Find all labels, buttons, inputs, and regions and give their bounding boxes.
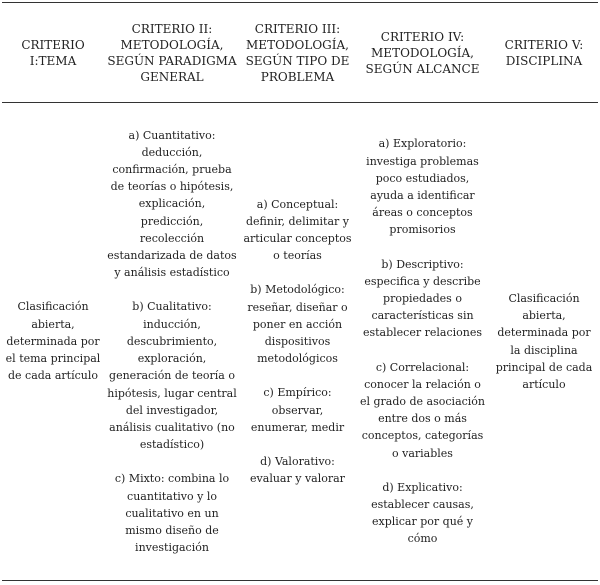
header-row [2, 3, 598, 103]
cell-paradigma [104, 103, 240, 581]
table-body [2, 103, 598, 581]
alcance-correlacional: c) Correlacional: conocer la relación o el grado de asociación entre dos o más conceptos, categorías o variables [359, 360, 486, 460]
paradigma-cualitativo: b) Cualitativo: inducción, descubrimiento, exploración, generación de teoría o hipótesis, lugar central del investigador, análisis cualitativo (no estadístico) [107, 300, 237, 452]
problema-valorativo: d) Valorativo: evaluar y valorar [250, 455, 345, 486]
header-criterio-1: CRITERIO I:TEMA [2, 3, 104, 103]
alcance-explicativo: d) Explicativo: establecer causas, explicar por qué y cómo [371, 480, 474, 546]
paradigma-cuantitativo: a) Cuantitativo: deducción, confirmación, prueba de teorías o hipótesis, explicación, predicción, recolección estandarizada de datos y análisis estadístico [107, 128, 237, 280]
cell-alcance [355, 103, 490, 581]
cell-tema [2, 103, 104, 581]
table-header [2, 3, 598, 103]
alcance-exploratorio: a) Exploratorio: investiga problemas poco estudiados, ayuda a identificar áreas o conceptos promisorios [366, 137, 479, 237]
alcance-descriptivo: b) Descriptivo: especifica y describe propiedades o características sin establecer relaciones [362, 257, 482, 340]
header-criterio-5: CRITERIO V: DISCIPLINA [490, 3, 598, 103]
problema-conceptual: a) Conceptual: definir, delimitar y articular conceptos o teorías [243, 197, 352, 263]
cell-tipo-problema [240, 103, 355, 581]
table-row [2, 103, 598, 581]
cell-disciplina [490, 103, 598, 581]
paradigma-mixto: c) Mixto: combina lo cuantitativo y lo cualitativo en un mismo diseño de investigación [114, 472, 230, 555]
criteria-table [2, 2, 598, 581]
header-criterio-2: CRITERIO II: METODOLOGÍA, SEGÚN PARADIGMA GENERAL [104, 3, 240, 103]
disciplina-text: Clasificación abierta, determinada por la disciplina principal de cada artículo [495, 291, 593, 391]
problema-empirico: c) Empírico: observar, enumerar, medir [250, 386, 345, 434]
problema-metodologico: b) Metodológico: reseñar, diseñar o poner en acción dispositivos metodológicos [247, 283, 348, 366]
header-criterio-3: CRITERIO III: METODOLOGÍA, SEGÚN TIPO DE PROBLEMA [240, 3, 355, 103]
header-criterio-4: CRITERIO IV: METODOLOGÍA, SEGÚN ALCANCE [355, 3, 490, 103]
tema-text: Clasificación abierta, determinada por el tema principal de cada artículo [5, 300, 101, 383]
